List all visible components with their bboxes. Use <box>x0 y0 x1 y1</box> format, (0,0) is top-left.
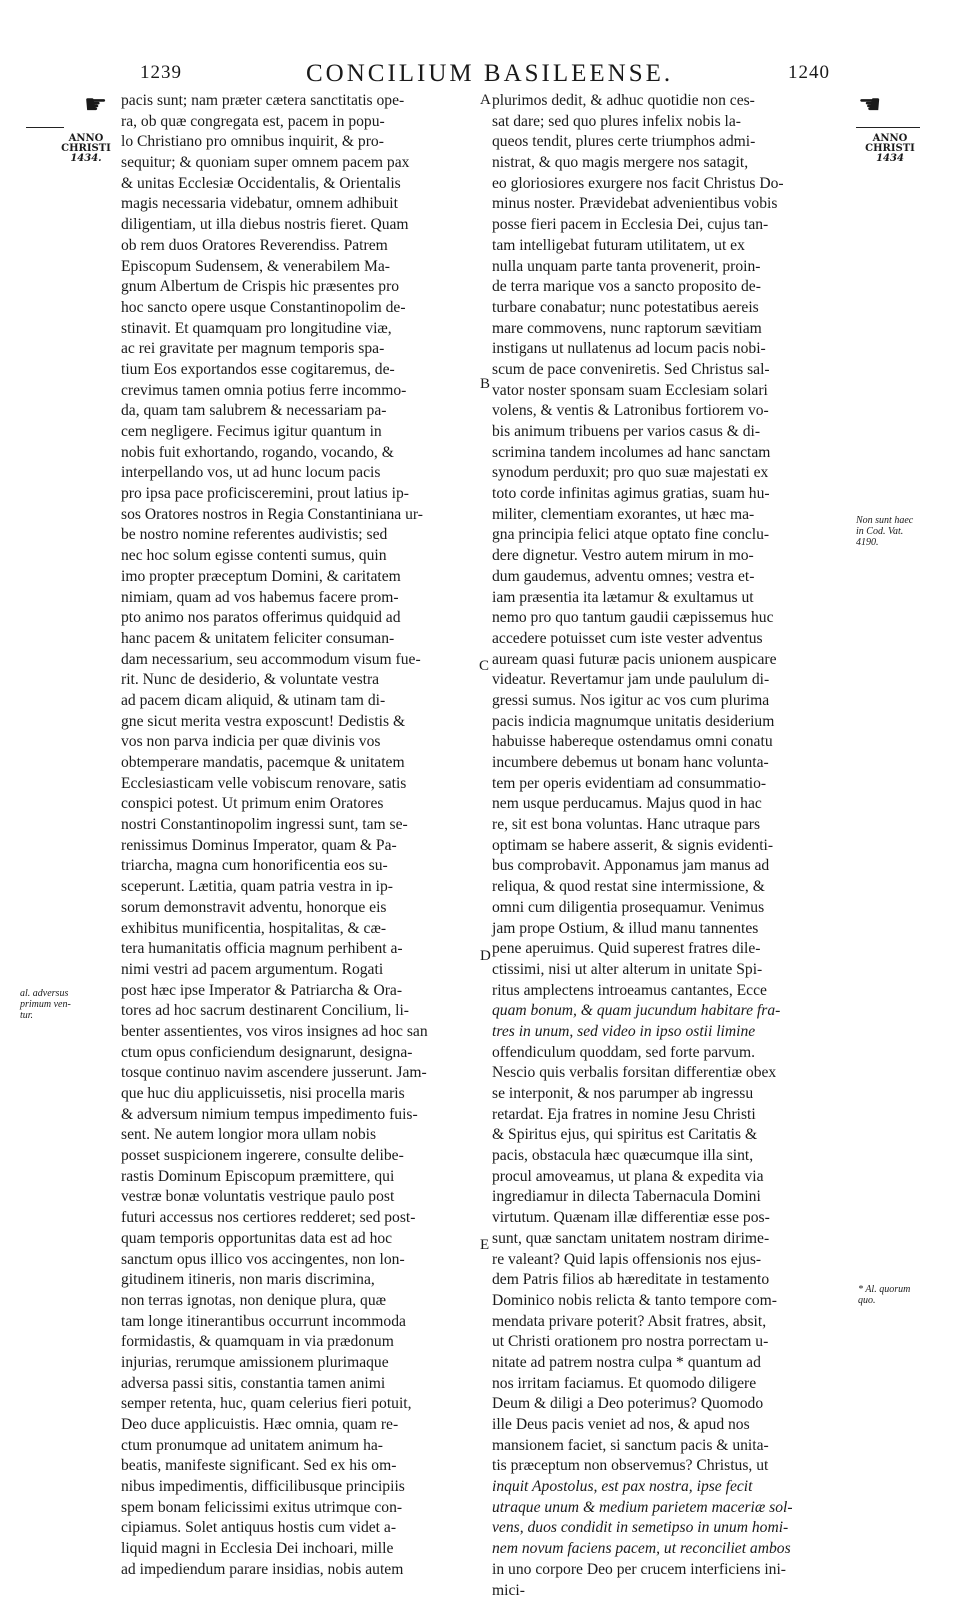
text-line: nulla unquam parte tanta provenerit, proin- <box>492 257 844 278</box>
text-line: sequitur; & quoniam super omnem pacem pax <box>121 153 479 174</box>
text-line: se interponit, & nos parumper ab ingressu <box>492 1084 844 1105</box>
text-line: optimam se habere asserit, & signis evidenti- <box>492 836 844 857</box>
text-line: eo gloriosiores exurgere nos facit Christus Do- <box>492 174 844 195</box>
text-line: Deum & diligi a Deo poterimus? Quomodo <box>492 1394 844 1415</box>
text-line: interpellando vos, ut ad hunc locum pacis <box>121 463 479 484</box>
text-line: post hæc ipse Imperator & Patriarcha & Ora- <box>121 981 479 1002</box>
margin-note-right-2: * Al. quorum quo. <box>858 1284 953 1306</box>
text-line: sceperunt. Lætitia, quam patria vestra in ip- <box>121 877 479 898</box>
text-line: vestræ bonæ voluntatis vestrique paulo post <box>121 1187 479 1208</box>
right-text-column <box>492 91 844 1601</box>
page-number-left: 1239 <box>140 62 182 84</box>
text-line: omni cum diligentia prosequamur. Venimus <box>492 898 844 919</box>
text-line: procul amoveamus, ut plana & expedita via <box>492 1167 844 1188</box>
text-line: ille Deus pacis veniet ad nos, & apud nos <box>492 1415 844 1436</box>
text-line: be nostro nomine referentes audivistis; sed <box>121 525 479 546</box>
text-line: futuri accessus nos certiores redderet; sed post- <box>121 1208 479 1229</box>
text-line: gnum Albertum de Crispis hic præsentes pro <box>121 277 479 298</box>
text-line: ad impediendum parare insidias, nobis autem <box>121 1560 479 1581</box>
text-line: & adversum nimium tempus impedimento fuis- <box>121 1105 479 1126</box>
text-line: ritus amplectens introeamus cantantes, Ecce <box>492 981 844 1002</box>
text-line: nitate ad patrem nostra culpa * quantum ad <box>492 1353 844 1374</box>
text-line: benter assentientes, vos viros insignes ad hoc san <box>121 1022 479 1043</box>
text-line: sat dare; sed quo plures infelix nobis la- <box>492 112 844 133</box>
text-line: tam intelligebat futuram utilitatem, ut ex <box>492 236 844 257</box>
text-line: tis præceptum non observemus? Christus, ut <box>492 1456 844 1477</box>
anno-christi-right: ANNO CHRISTI 1434 <box>860 134 920 164</box>
text-line: stinavit. Et quamquam pro longitudine viæ, <box>121 319 479 340</box>
text-line: dere dignetur. Vestro autem mirum in mo- <box>492 546 844 567</box>
text-line: auream quasi futuræ pacis unionem auspicare <box>492 650 844 671</box>
text-line: instigans ut nullatenus ad locum pacis nobi- <box>492 339 844 360</box>
text-line: pene aperuimus. Quid superest fratres dile- <box>492 939 844 960</box>
section-letter-d: D <box>480 948 491 965</box>
text-line: crevimus tamen omnia potius ferre incommo- <box>121 381 479 402</box>
text-line: posse fieri pacem in Ecclesia Dei, cujus tan- <box>492 215 844 236</box>
text-line: tem per operis evidentiam ad consummatio- <box>492 774 844 795</box>
text-line: spem bonam felicissimi exitus utrimque con- <box>121 1498 479 1519</box>
text-line: minus noster. Prævidebat advenientibus vobis <box>492 194 844 215</box>
text-line: ctum opus conficiendum designarunt, designa- <box>121 1043 479 1064</box>
text-line: accedere potuisset cum iste vester adventus <box>492 629 844 650</box>
text-line: re valeant? Quid lapis offensionis nos ejus- <box>492 1250 844 1271</box>
text-line: iam præsentia ita lætamur & exultamus ut <box>492 588 844 609</box>
text-line: rastis Dominum Episcopum præmittere, qui <box>121 1167 479 1188</box>
text-line: ac rei gravitate per magnum temporis spa- <box>121 339 479 360</box>
text-line: semper retenta, huc, quam celerius fieri potuit, <box>121 1394 479 1415</box>
text-line: nemo pro quo tantum gaudii cæpissemus huc <box>492 608 844 629</box>
text-line: utraque unum & medium parietem maceriæ sol- <box>492 1498 844 1519</box>
text-line: pro ipsa pace proficisceremini, prout latius ip- <box>121 484 479 505</box>
text-line: sunt, quæ sanctam unitatem nostram dirime- <box>492 1229 844 1250</box>
text-line: cem negligere. Fecimus igitur quantum in <box>121 422 479 443</box>
text-line: bis animum tribuens per varios casus & di- <box>492 422 844 443</box>
text-line: vens, duos condidit in semetipso in unum homi- <box>492 1518 844 1539</box>
text-line: quam bonum, & quam jucundum habitare fra- <box>492 1001 844 1022</box>
text-line: dam necessarium, seu accommodum visum fue- <box>121 650 479 671</box>
text-line: ctissimi, nisi ut alter alterum in unitate Spi- <box>492 960 844 981</box>
text-line: imo propter præceptum Domini, & caritatem <box>121 567 479 588</box>
text-line: reliqua, & quod restat sine intermissione, & <box>492 877 844 898</box>
text-line: incumbere debemus ut bonam hanc volunta- <box>492 753 844 774</box>
text-line: tosque continuo navim ascendere jusserunt. Jam- <box>121 1063 479 1084</box>
text-line: queos tendit, plures certe triumphos admi- <box>492 132 844 153</box>
text-line: quam temporis opportunitas data est ad hoc <box>121 1229 479 1250</box>
text-line: nistrat, & quo magis mergere nos satagit, <box>492 153 844 174</box>
page-header <box>0 62 960 92</box>
text-line: in uno corpore Deo per crucem interficiens ini- <box>492 1560 844 1581</box>
margin-rule-right <box>856 127 920 128</box>
margin-note-right-1: Non sunt haec in Cod. Vat. 4190. <box>856 515 956 548</box>
text-line: nimi vestri ad pacem argumentum. Rogati <box>121 960 479 981</box>
text-line: & unitas Ecclesiæ Occidentalis, & Orientalis <box>121 174 479 195</box>
text-line: magis necessaria videbatur, omnem adhibuit <box>121 194 479 215</box>
text-line: sanctum opus illico vos accingentes, non lon- <box>121 1250 479 1271</box>
section-letter-e: E <box>480 1237 489 1254</box>
text-line: tium Eos exportandos esse cogitaremus, de- <box>121 360 479 381</box>
page-number-right: 1240 <box>788 62 830 84</box>
text-line: tres in unum, sed video in ipso ostii limine <box>492 1022 844 1043</box>
text-line: cipiamus. Solet antiquus hostis cum videt a- <box>121 1518 479 1539</box>
text-line: conspici potest. Ut primum enim Oratores <box>121 794 479 815</box>
anno-christi-left: ANNO CHRISTI 1434. <box>56 134 116 164</box>
text-line: jam prope Ostium, & illud manu tannentes <box>492 919 844 940</box>
text-line: nem novum faciens pacem, ut reconciliet ambos <box>492 1539 844 1560</box>
text-line: nimiam, quam ad vos habemus facere prom- <box>121 588 479 609</box>
text-line: bus comprobavit. Apponamus jam manus ad <box>492 856 844 877</box>
text-line: obtemperare mandatis, pacemque & unitatem <box>121 753 479 774</box>
pointing-hand-left-icon: ☛ <box>84 92 107 118</box>
text-line: inquit Apostolus, est pax nostra, ipse fecit <box>492 1477 844 1498</box>
text-line: gressi sumus. Nos igitur ac vos cum plurima <box>492 691 844 712</box>
text-line: gne sicut merita vestra exposcunt! Dedistis & <box>121 712 479 733</box>
text-line: volens, & ventis & Latronibus fortiorem vo- <box>492 401 844 422</box>
text-line: lo Christiano pro omnibus inquirit, & pro- <box>121 132 479 153</box>
text-line: ob rem duos Oratores Reverendiss. Patrem <box>121 236 479 257</box>
text-line: Episcopum Sudensem, & venerabilem Ma- <box>121 257 479 278</box>
text-line: nos irritam faciamus. Et quomodo diligere <box>492 1374 844 1395</box>
text-line: mendata privare poterit? Absit fratres, absit, <box>492 1312 844 1333</box>
text-line: re, sit est bona voluntas. Hanc utraque pars <box>492 815 844 836</box>
text-line: gitudinem itineris, non maris discrimina, <box>121 1270 479 1291</box>
text-line: toto corde infinitas agimus gratias, suam hu- <box>492 484 844 505</box>
text-line: renissimus Dominus Imperator, quam & Pa- <box>121 836 479 857</box>
text-line: diligentiam, ut illa diebus nostris fieret. Quam <box>121 215 479 236</box>
text-line: Deo duce applicuistis. Hæc omnia, quam re- <box>121 1415 479 1436</box>
text-line: & Spiritus ejus, qui spiritus est Caritatis & <box>492 1125 844 1146</box>
text-line: nibus impedimentis, difficilibusque principiis <box>121 1477 479 1498</box>
text-line: rit. Nunc de desiderio, & voluntate vestra <box>121 670 479 691</box>
text-line: turbare conabatur; nunc potestatibus aereis <box>492 298 844 319</box>
text-line: adversa passi sitis, constantia tamen animi <box>121 1374 479 1395</box>
text-line: liquid magni in Ecclesia Dei inchoari, mille <box>121 1539 479 1560</box>
text-line: non terras ignotas, non denique plura, quæ <box>121 1291 479 1312</box>
text-line: triarcha, magna cum honorificentia eos su- <box>121 856 479 877</box>
text-line: gna principia felici atque optato fine conclu- <box>492 525 844 546</box>
text-line: ra, ob quæ congregata est, pacem in popu- <box>121 112 479 133</box>
text-line: mare commovens, nunc raptorum sævitiam <box>492 319 844 340</box>
text-line: ctum pronumque ad unitatem animum ha- <box>121 1436 479 1457</box>
section-letter-b: B <box>480 376 490 393</box>
text-line: plurimos dedit, & adhuc quotidie non ces- <box>492 91 844 112</box>
text-line: vator noster sponsam suam Ecclesiam solari <box>492 381 844 402</box>
text-line: pacis indicia magnumque unitatis desiderium <box>492 712 844 733</box>
text-line: scum de pace conveniretis. Sed Christus sal- <box>492 360 844 381</box>
text-line: tores ad hoc sacrum destinarent Concilium, li- <box>121 1001 479 1022</box>
text-line: offendiculum quoddam, sed forte parvum. <box>492 1043 844 1064</box>
text-line: injurias, rerumque amissionem plurimaque <box>121 1353 479 1374</box>
margin-note-left: al. adversus primum ven- tur. <box>20 988 71 1021</box>
text-line: synodum perduxit; pro quo suæ majestati ex <box>492 463 844 484</box>
text-line: dem Patris filios ab hæreditate in testamento <box>492 1270 844 1291</box>
text-line: habuisse habereque ostendamus omni conatu <box>492 732 844 753</box>
text-line: nobis fuit exhortando, rogando, vocando, & <box>121 443 479 464</box>
text-line: que huc diu applicuissetis, nisi procella maris <box>121 1084 479 1105</box>
section-letter-c: C <box>479 658 489 675</box>
text-line: Ecclesiasticam velle vobiscum renovare, satis <box>121 774 479 795</box>
text-line: vos non parva indicia per quæ divinis vos <box>121 732 479 753</box>
text-line: videatur. Revertamur jam unde paululum di- <box>492 670 844 691</box>
left-text-column <box>121 91 479 1581</box>
text-line: de terra marique vos a sancto proposito de- <box>492 277 844 298</box>
text-line: virtutum. Quænam illæ differentiæ esse pos- <box>492 1208 844 1229</box>
text-line: tam longe itinerantibus occurrunt incommoda <box>121 1312 479 1333</box>
text-line: Dominico nobis relicta & tanto tempore com- <box>492 1291 844 1312</box>
text-line: hoc sancto opere usque Constantinopolim de- <box>121 298 479 319</box>
pointing-hand-right-icon: ☛ <box>858 92 881 118</box>
text-line: nec hoc solum egisse contenti sumus, quin <box>121 546 479 567</box>
running-title: CONCILIUM BASILEENSE. <box>306 60 673 88</box>
text-line: ut Christi orationem pro nostra porrectam u- <box>492 1332 844 1353</box>
text-line: retardat. Eja fratres in nomine Jesu Christi <box>492 1105 844 1126</box>
text-line: nostri Constantinopolim ingressi sunt, tam se- <box>121 815 479 836</box>
text-line: mici- <box>492 1581 844 1601</box>
text-line: sos Oratores nostros in Regia Constantiniana ur- <box>121 505 479 526</box>
text-line: Nescio quis verbalis forsitan differentiæ obex <box>492 1063 844 1084</box>
margin-rule-left <box>26 127 64 128</box>
text-line: formidastis, & quamquam in via prædonum <box>121 1332 479 1353</box>
text-line: ad pacem dicam aliquid, & utinam tam di- <box>121 691 479 712</box>
text-line: sent. Ne autem longior mora ullam nobis <box>121 1125 479 1146</box>
text-line: dum gaudemus, adventu omnes; vestra et- <box>492 567 844 588</box>
text-line: sorum demonstravit adventu, honorque eis <box>121 898 479 919</box>
text-line: da, quam tam salubrem & necessariam pa- <box>121 401 479 422</box>
text-line: posset suspicionem ingerere, consulte delibe- <box>121 1146 479 1167</box>
section-letter-a: A <box>480 92 491 109</box>
text-line: pto animo nos paratos offerimus quidquid ad <box>121 608 479 629</box>
text-line: pacis sunt; nam præter cætera sanctitatis ope- <box>121 91 479 112</box>
text-line: exhibitus munificentia, hospitalitas, & cæ- <box>121 919 479 940</box>
text-line: hanc pacem & unitatem feliciter consuman- <box>121 629 479 650</box>
text-line: militer, clementiam exorantes, ut hæc ma- <box>492 505 844 526</box>
text-line: ingrediamur in dilecta Tabernacula Domini <box>492 1187 844 1208</box>
text-line: beatis, manifeste significant. Sed ex his om- <box>121 1456 479 1477</box>
text-line: mansionem faciet, si sanctum pacis & unita- <box>492 1436 844 1457</box>
text-line: nem usque perducamus. Majus quod in hac <box>492 794 844 815</box>
text-line: scrimina tandem incolumes ad hanc sanctam <box>492 443 844 464</box>
text-line: tera humanitatis officia magnum perhibent a- <box>121 939 479 960</box>
text-line: pacis, obstacula hæc quæcumque illa sint, <box>492 1146 844 1167</box>
